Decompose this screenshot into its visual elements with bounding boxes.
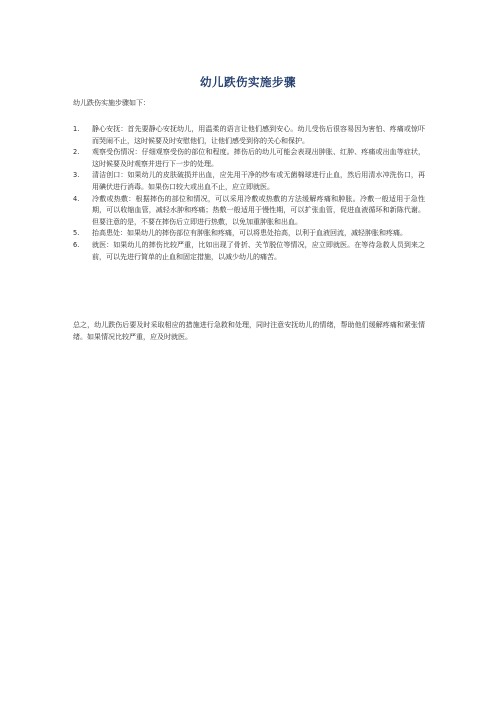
list-item — [73, 124, 425, 147]
step-number: 2. — [73, 148, 80, 157]
step-text: 冷敷或热敷：根据摔伤的部位和情况，可以采用冷敷或热敷的方法缓解疼痛和肿胀。冷敷一般适用于急性期，可以收缩血管，减轻水肿和疼痛；热敷一般适用于慢性期，可以扩张血管，促进血液循环和新陈代谢。但要注意的是，不要在摔伤后立即进行热敷，以免加重肿胀和出血。 — [92, 194, 425, 226]
steps-list — [73, 124, 425, 263]
step-number: 4. — [73, 194, 80, 203]
step-text: 观察受伤情况：仔细观察受伤的部位和程度。摔伤后的幼儿可能会表现出肿胀、红肿、疼痛或出血等症状，这时候要及时观察并进行下一步的处理。 — [92, 148, 425, 168]
intro-text: 幼儿跌伤实施步骤如下： — [73, 99, 150, 107]
list-item — [73, 240, 425, 263]
step-text: 就医：如果幼儿的摔伤比较严重，比如出现了骨折、关节脱位等情况，应立即就医。在等待急救人员到来之前，可以先进行简单的止血和固定措施，以减少幼儿的痛苦。 — [92, 240, 425, 261]
list-item — [73, 147, 425, 170]
step-number: 3. — [73, 171, 80, 180]
list-item — [73, 170, 425, 193]
list-item — [73, 194, 425, 229]
step-text: 抬高患处：如果幼儿的摔伤部位有肿胀和疼痛，可以将患处抬高，以利于血液回流，减轻肿胀和疼痛。 — [92, 229, 407, 238]
list-item — [73, 228, 425, 240]
step-number: 1. — [73, 125, 80, 133]
step-number: 6. — [73, 240, 80, 249]
summary-paragraph: 总之，幼儿跌伤后要及时采取相应的措施进行急救和处理，同时注意安抚幼儿的情绪，帮助他们缓解疼痛和紧张情绪。如果情况比较严重，应及时就医。 — [73, 321, 425, 341]
step-text: 静心安抚：首先要静心安抚幼儿，用温柔的语言让他们感到安心。幼儿受伤后很容易因为害怕、疼痛或惊吓而哭闹不止，这时候要及时安慰他们，让他们感受到你的关心和保护。 — [92, 125, 425, 145]
step-number: 5. — [73, 229, 80, 238]
step-text: 清洁创口：如果幼儿的皮肤破损并出血，应先用干净的纱布或无菌棉球进行止血，然后用清水冲洗伤口，再用碘伏进行消毒。如果伤口较大或出血不止，应立即就医。 — [92, 171, 425, 191]
document-title: 幼儿跌伤实施步骤 — [200, 75, 296, 89]
